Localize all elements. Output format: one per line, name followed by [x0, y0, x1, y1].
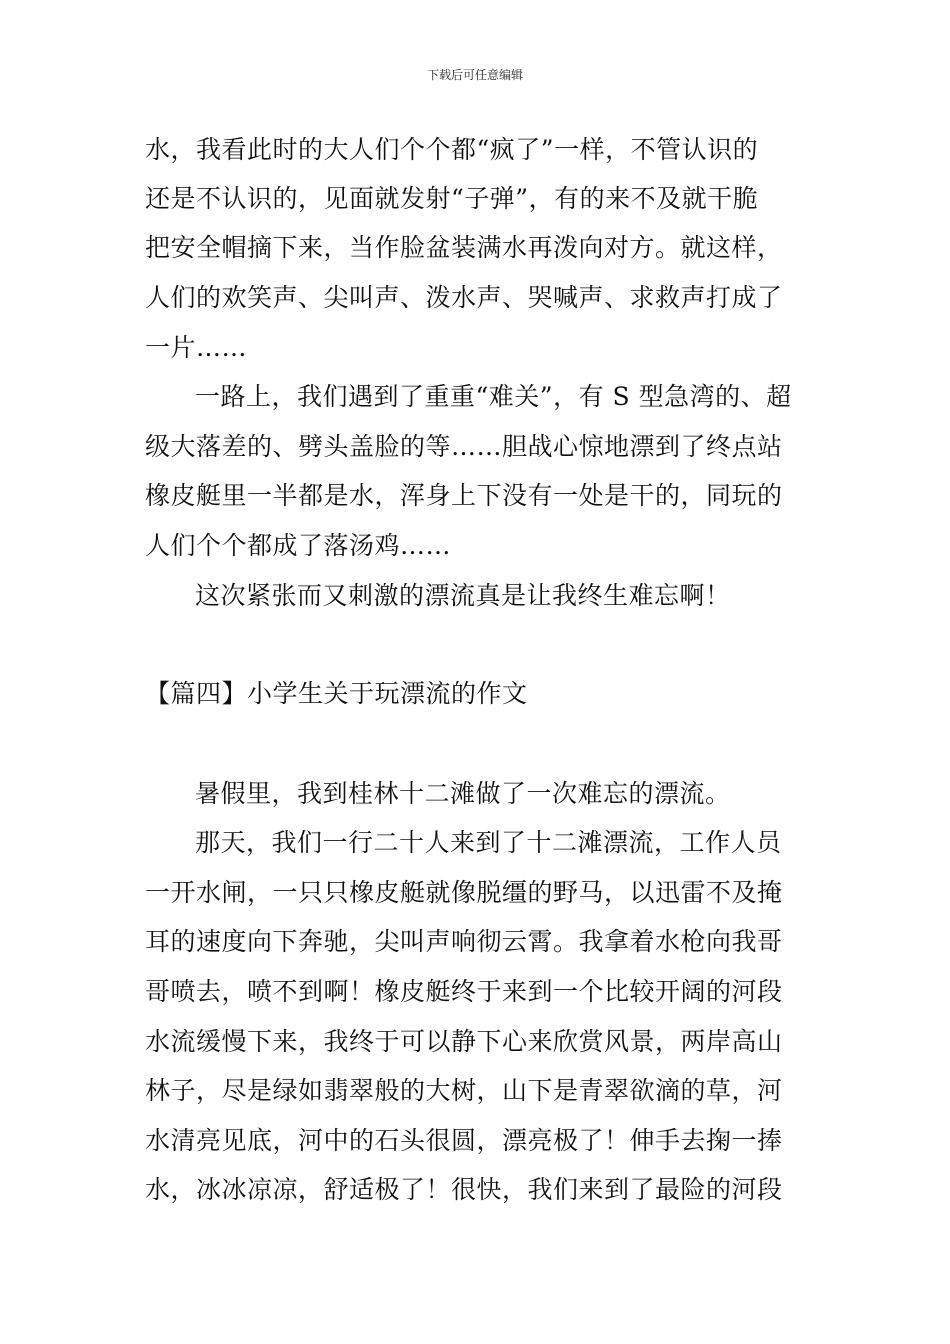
text-line: 一开水闸，一只只橡皮艇就像脱缰的野马，以迅雷不及掩 — [145, 878, 783, 907]
text-line: 人们的欢笑声、尖叫声、泼水声、哭喊声、求救声打成了 — [145, 283, 783, 312]
text-line: 水，冰冰凉凉，舒适极了！很快，我们来到了最险的河段 — [145, 1175, 783, 1204]
paragraph-start-line: 那天，我们一行二十人来到了十二滩漂流，工作人员 — [195, 828, 782, 857]
text-line: 一片…… — [145, 333, 248, 362]
text-line: 水清亮见底，河中的石头很圆，漂亮极了！伸手去掬一捧 — [145, 1126, 783, 1155]
text-line: 把安全帽摘下来，当作脸盆装满水再泼向对方。就这样， — [145, 233, 783, 262]
text-line: 人们个个都成了落汤鸡…… — [145, 531, 452, 560]
section-heading: 【篇四】小学生关于玩漂流的作文 — [145, 679, 528, 708]
text-line: 水，我看此时的大人们个个都“疯了”一样，不管认识的 — [145, 135, 759, 164]
text-line: 哥喷去，喷不到啊！橡皮艇终于来到一个比较开阔的河段 — [145, 977, 783, 1006]
text-line: 还是不认识的，见面就发射“子弹”，有的来不及就干脆 — [145, 184, 759, 213]
text-line: 橡皮艇里一半都是水，浑身上下没有一处是干的，同玩的 — [145, 481, 783, 510]
paragraph-start-line: 一路上，我们遇到了重重“难关”，有 S 型急湾的、超 — [195, 382, 792, 411]
text-line: 林子，尽是绿如翡翠般的大树，山下是青翠欲滴的草，河 — [145, 1076, 783, 1105]
text-line: 耳的速度向下奔驰，尖叫声响彻云霄。我拿着水枪向我哥 — [145, 927, 783, 956]
text-line: 水流缓慢下来，我终于可以静下心来欣赏风景，两岸高山 — [145, 1027, 783, 1056]
paragraph-start-line: 暑假里，我到桂林十二滩做了一次难忘的漂流。 — [195, 779, 731, 808]
page-header: 下载后可任意编辑 — [426, 68, 523, 82]
text-line: 级大落差的、劈头盖脸的等……胆战心惊地漂到了终点站 — [145, 432, 783, 461]
paragraph-start-line: 这次紧张而又刺激的漂流真是让我终生难忘啊！ — [195, 581, 731, 610]
